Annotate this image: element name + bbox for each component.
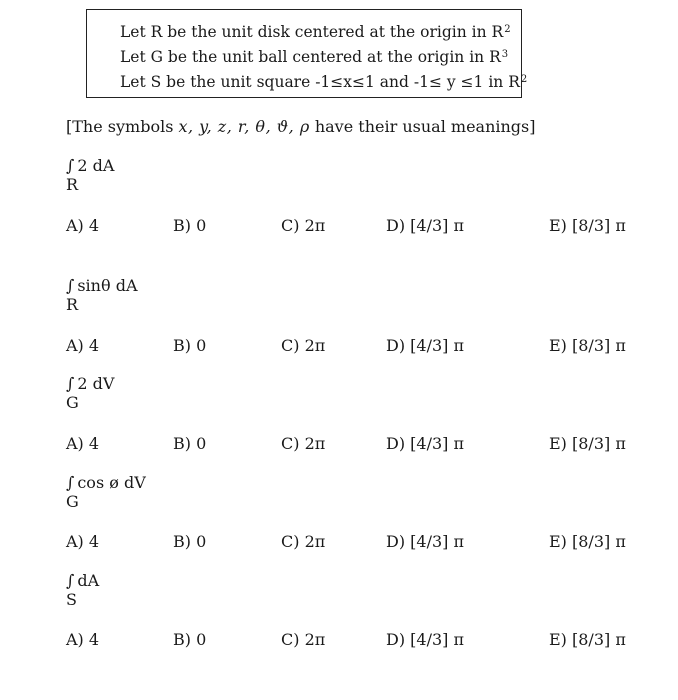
note-prefix: [The symbols (66, 117, 179, 136)
integrand: cos ø dV (77, 473, 146, 492)
answer-choice-c[interactable]: C) 2π (281, 216, 326, 235)
answer-choice-e[interactable]: E) [8/3] π (549, 434, 626, 453)
definition-line (120, 48, 508, 66)
definition-exponent: 2 (520, 74, 528, 85)
integral-sign: ∫ (66, 374, 75, 393)
definitions-box (86, 9, 528, 98)
definition-exponent: 3 (501, 49, 509, 60)
answer-choice-c[interactable]: C) 2π (281, 434, 326, 453)
integral-sign: ∫ (66, 276, 75, 295)
integration-region: R (66, 295, 79, 314)
definition-exponent: 2 (504, 24, 511, 35)
answer-choice-b[interactable]: B) 0 (173, 532, 207, 551)
answer-choice-e[interactable]: E) [8/3] π (549, 532, 626, 551)
definition-line (120, 23, 511, 41)
integral-sign: ∫ (66, 473, 75, 492)
answer-choice-b[interactable]: B) 0 (173, 434, 207, 453)
answer-choice-a[interactable]: A) 4 (66, 336, 100, 355)
symbols-note (66, 117, 536, 136)
answer-choice-b[interactable]: B) 0 (173, 336, 207, 355)
integration-region: R (66, 175, 79, 194)
answer-choice-d[interactable]: D) [4/3] π (386, 532, 464, 551)
answer-choice-c[interactable]: C) 2π (281, 630, 326, 649)
definition-line (120, 73, 527, 91)
answer-choice-d[interactable]: D) [4/3] π (386, 216, 464, 235)
integrand: dA (77, 571, 100, 590)
definition-text: Let R be the unit disk centered at the origin in R (120, 23, 504, 41)
answer-choice-c[interactable]: C) 2π (281, 532, 326, 551)
definition-text: Let G be the unit ball centered at the origin in R (120, 48, 501, 66)
answer-choice-a[interactable]: A) 4 (66, 216, 100, 235)
answer-choice-c[interactable]: C) 2π (281, 336, 326, 355)
note-suffix: have their usual meanings] (309, 117, 536, 136)
integration-region: G (66, 492, 79, 511)
integrand: 2 dA (77, 156, 115, 175)
answer-choice-e[interactable]: E) [8/3] π (549, 630, 626, 649)
answer-choice-a[interactable]: A) 4 (66, 532, 100, 551)
answer-choice-a[interactable]: A) 4 (66, 434, 100, 453)
answer-choice-d[interactable]: D) [4/3] π (386, 630, 464, 649)
integral-sign: ∫ (66, 156, 75, 175)
answer-choice-b[interactable]: B) 0 (173, 630, 207, 649)
integration-region: G (66, 393, 79, 412)
integrand: sinθ dA (77, 276, 138, 295)
integration-region: S (66, 590, 77, 609)
answer-choice-b[interactable]: B) 0 (173, 216, 207, 235)
answer-choice-a[interactable]: A) 4 (66, 630, 100, 649)
definition-text: Let S be the unit square -1≤x≤1 and -1≤ y ≤1 in R (120, 73, 520, 91)
note-symbols: x, y, z, r, θ, ϑ, ρ (178, 117, 310, 136)
question-integral (66, 156, 114, 194)
question-integral (66, 276, 138, 314)
integral-sign: ∫ (66, 571, 75, 590)
question-integral (66, 374, 114, 412)
answer-choice-e[interactable]: E) [8/3] π (549, 336, 626, 355)
question-integral (66, 473, 146, 511)
answer-choice-d[interactable]: D) [4/3] π (386, 434, 464, 453)
integrand: 2 dV (77, 374, 115, 393)
question-integral (66, 571, 99, 609)
answer-choice-e[interactable]: E) [8/3] π (549, 216, 626, 235)
answer-choice-d[interactable]: D) [4/3] π (386, 336, 464, 355)
